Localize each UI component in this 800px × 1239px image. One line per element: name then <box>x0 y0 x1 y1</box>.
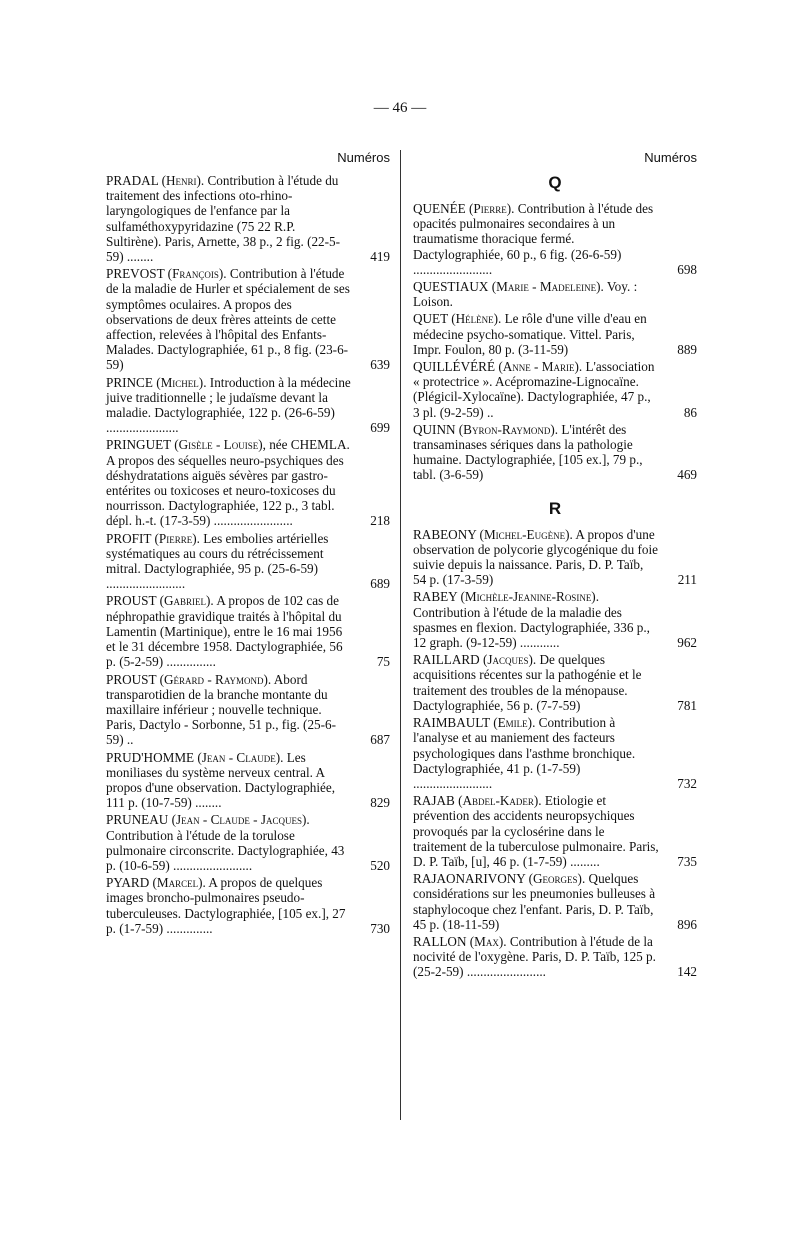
entry-text-block <box>413 527 659 588</box>
index-entry <box>413 311 697 357</box>
entry-author: QUESTIAUX (Marie - Madeleine). <box>413 279 604 295</box>
entry-text-block <box>413 715 659 791</box>
entry-description: Le rôle d'une ville d'eau en médecine psycho-somatique. Vittel. Paris, Impr. Foulon, 80 p. (3-11-59) <box>413 311 647 357</box>
entry-text-block <box>106 437 352 528</box>
entry-description: A propos de 102 cas de néphropathie gravidique traités à l'hôpital du Lamentin (Martinique), entre le 16 mai 1956 et le 31 décembre 1958. Dactylographiée, 56 p. (5-2-59) ............... <box>106 593 343 670</box>
entry-number: 698 <box>677 261 697 277</box>
entry-description: Les moniliases du système nerveux central. A propos d'une observation. Dactylographiée, 111 p. (10-7-59) ........ <box>106 749 336 811</box>
left-column-header: Numéros <box>337 150 390 165</box>
entry-description: A propos de quelques images broncho-pulmonaires pseudo-tuberculeuses. Dactylographiée, [105 ex.], 27 p. (1-7-59) .............. <box>106 875 346 936</box>
entry-author: PREVOST (François). <box>106 266 227 282</box>
entry-number: 732 <box>677 775 697 791</box>
entry-description: L'intérêt des transaminases sériques dans la pathologie humaine. Dactylographiée, [105 ex.], 79 p., tabl. (3-6-59) <box>413 421 643 483</box>
entry-number: 687 <box>370 732 390 748</box>
entry-text-block <box>106 875 352 936</box>
entry-text-block <box>413 934 659 980</box>
entry-description: Contribution à l'étude de la torulose pulmonaire circonscrite. Dactylographiée, 43 p. (10-6-59) ........................ <box>106 827 345 873</box>
index-entry <box>413 201 697 277</box>
left-entry-list <box>106 173 390 936</box>
entry-author: PRADAL (Henri). <box>106 173 205 188</box>
entry-text-block <box>413 201 659 277</box>
index-entry <box>106 812 390 873</box>
entry-number: 689 <box>370 576 390 592</box>
entry-number: 218 <box>370 513 390 529</box>
right-column-header: Numéros <box>644 150 697 165</box>
entry-author: RAJAB (Abdel-Kader). <box>413 793 542 809</box>
entry-author: QUENÉE (Pierre). <box>413 201 515 216</box>
entry-number: 520 <box>370 857 390 873</box>
index-entry <box>106 437 390 528</box>
entry-author: PRUNEAU (Jean - Claude - Jacques). <box>106 812 310 828</box>
entry-text-block <box>413 589 659 650</box>
entry-text-block <box>413 279 659 309</box>
entry-number: 469 <box>677 467 697 483</box>
index-entry <box>106 593 390 669</box>
entry-description: Les embolies artérielles systématiques au cours du rétrécissement mitral. Dactylographiée, 95 p. (25-6-59) ........................ <box>106 530 329 592</box>
entry-author: PROUST (Gérard - Raymond). <box>106 671 272 687</box>
index-entry <box>106 875 390 936</box>
entry-author: RABEONY (Michel-Eugène). <box>413 526 573 542</box>
page-number: — 46 — <box>373 100 427 116</box>
column-divider <box>400 150 401 1120</box>
index-entry <box>106 672 390 748</box>
entry-number: 735 <box>677 853 697 869</box>
entry-text-block <box>413 422 659 483</box>
entry-author: PROUST (Gabriel). <box>106 593 214 609</box>
index-entry <box>106 266 390 372</box>
entry-author: QUILLÉVÉRÉ (Anne - Marie). <box>413 359 583 375</box>
entry-number: 962 <box>677 635 697 651</box>
entry-description: Contribution à l'étude de la maladie de Hurler et spécialement de ses symptômes oculaires. A propos des observations de deux frères atteints de cette affection, relevées à l'hôpital des Enfants-Malades. Dactylographiée, 61 p., 8 fig. (23-6-59) <box>106 266 350 373</box>
index-entry <box>413 793 697 869</box>
q-entry-list <box>413 201 697 483</box>
entry-description: Contribution à l'étude de la nocivité de l'oxygène. Paris, D. P. Taïb, 125 p. (25-2-59) ........................ <box>413 933 656 980</box>
entry-text-block <box>106 812 352 873</box>
entry-description: Quelques considérations sur les pneumonies bulleuses à staphylocoque chez l'enfant. Paris, D. P. Taïb, 45 p. (18-11-59) <box>413 871 656 932</box>
entry-text-block <box>106 266 352 372</box>
entry-number: 730 <box>370 920 390 936</box>
entry-description: Voy. : Loison. <box>413 279 638 310</box>
entry-number: 699 <box>370 420 390 436</box>
index-entry <box>106 375 390 436</box>
index-entry <box>106 531 390 592</box>
index-entry <box>413 279 697 309</box>
entry-author: RAILLARD (Jacques). <box>413 652 537 668</box>
entry-text-block <box>413 311 659 357</box>
entry-text-block <box>413 793 659 869</box>
index-entry <box>106 750 390 811</box>
entry-author: PROFIT (Pierre). <box>106 530 200 546</box>
left-column <box>106 150 390 938</box>
entry-number: 829 <box>370 795 390 811</box>
entry-description: née CHEMLA. A propos des séquelles neuro-psychiques des déshydratations aiguës sévères par gastro-entérites ou toxicoses et neuro-toxicoses du nourrisson. Dactylographiée, 122 p., 3 tabl. dépl. h.-t. (17-3-59) ........................ <box>106 437 350 529</box>
entry-text-block <box>413 871 659 932</box>
entry-number: 896 <box>677 916 697 932</box>
entry-text-block <box>413 359 659 420</box>
entry-text-block <box>106 531 352 592</box>
index-entry <box>413 934 697 980</box>
entry-description: De quelques acquisitions récentes sur la pathogénie et le traitement des troubles de la ménopause. Dactylographiée, 56 p. (7-7-59) <box>413 652 642 713</box>
entry-author: QUINN (Byron-Raymond). <box>413 421 559 437</box>
entry-description: A propos d'une observation de polycorie glycogénique du foie suivie depuis la naissance. Paris, D. P. Taïb, 54 p. (17-3-59) <box>413 526 658 588</box>
entry-number: 86 <box>683 404 697 420</box>
entry-text-block <box>106 173 352 264</box>
entry-author: PRINCE (Michel). <box>106 374 207 390</box>
entry-description: Contribution à l'étude de la maladie des spasmes en flexion. Dactylographiée, 336 p., 12 graph. (9-12-59) ............ <box>413 604 650 651</box>
index-entry <box>413 359 697 420</box>
entry-number: 889 <box>677 341 697 357</box>
entry-author: RABEY (Michèle-Jeanine-Rosine). <box>413 589 600 605</box>
entry-description: L'association « protectrice ». Acépromazine-Lignocaïne. (Plégicil-Xylocaïne). Dactylographiée, 47 p., 3 pl. (9-2-59) .. <box>413 359 655 420</box>
section-letter-r: R <box>548 498 562 518</box>
entry-description: Contribution à l'étude des opacités pulmonaires secondaires à un traumatisme thoracique fermé. Dactylographiée, 60 p., 6 fig. (26-6-59) ........................ <box>413 201 654 277</box>
entry-text-block <box>106 750 352 811</box>
index-entry <box>413 652 697 713</box>
section-letter-q: Q <box>548 173 562 192</box>
entry-author: QUET (Hélène). <box>413 311 502 327</box>
entry-author: RAIMBAULT (Emile). <box>413 715 536 731</box>
right-column <box>413 150 697 982</box>
entry-author: PRUD'HOMME (Jean - Claude). <box>106 749 284 765</box>
entry-description: Abord transparotidien de la branche montante du maxillaire inférieur ; nouvelle technique. Paris, Dactylo - Sorbonne, 51 p., fig. (25-6-59) .. <box>106 671 337 748</box>
entry-number: 781 <box>677 697 697 713</box>
entry-number: 142 <box>677 964 697 980</box>
r-entry-list <box>413 527 697 980</box>
index-entry <box>413 422 697 483</box>
entry-author: PRINGUET (Gisèle - Louise), <box>106 437 266 453</box>
entry-description: Introduction à la médecine juive traditionnelle ; le judaïsme devant la maladie. Dactylographiée, 122 p. (26-6-59) ...................... <box>106 374 351 436</box>
index-entry <box>106 173 390 264</box>
index-entry <box>413 871 697 932</box>
entry-number: 419 <box>370 249 390 265</box>
entry-author: RAJAONARIVONY (Georges). <box>413 871 586 887</box>
entry-text-block <box>106 672 352 748</box>
entry-description: Contribution à l'analyse et au maniement des facteurs psychologiques dans l'asthme bronchique. Dactylographiée, 41 p. (1-7-59) ........................ <box>413 715 636 791</box>
entry-number: 211 <box>677 572 697 588</box>
entry-author: RALLON (Max). <box>413 933 507 949</box>
entry-text-block <box>106 593 352 669</box>
entry-text-block <box>413 652 659 713</box>
entry-number: 639 <box>370 357 390 373</box>
entry-description: Etiologie et prévention des accidents neuropsychiques provoqués par la cyclosérine dans le traitement de la tuberculose pulmonaire. Paris, D. P. Taïb, [u], 46 p. (1-7-59) ......... <box>413 793 659 869</box>
index-entry <box>413 715 697 791</box>
entry-number: 75 <box>376 654 390 670</box>
index-entry <box>413 589 697 650</box>
entry-text-block <box>106 375 352 436</box>
entry-author: PYARD (Marcel). <box>106 875 206 891</box>
entry-description: Contribution à l'étude du traitement des infections oto-rhino-laryngologiques de l'enfance par la sulfaméthoxypyridazine (75 22 R.P. Sultirène). Paris, Arnette, 38 p., 2 fig. (22-5-59) ........ <box>106 173 341 265</box>
index-entry <box>413 527 697 588</box>
